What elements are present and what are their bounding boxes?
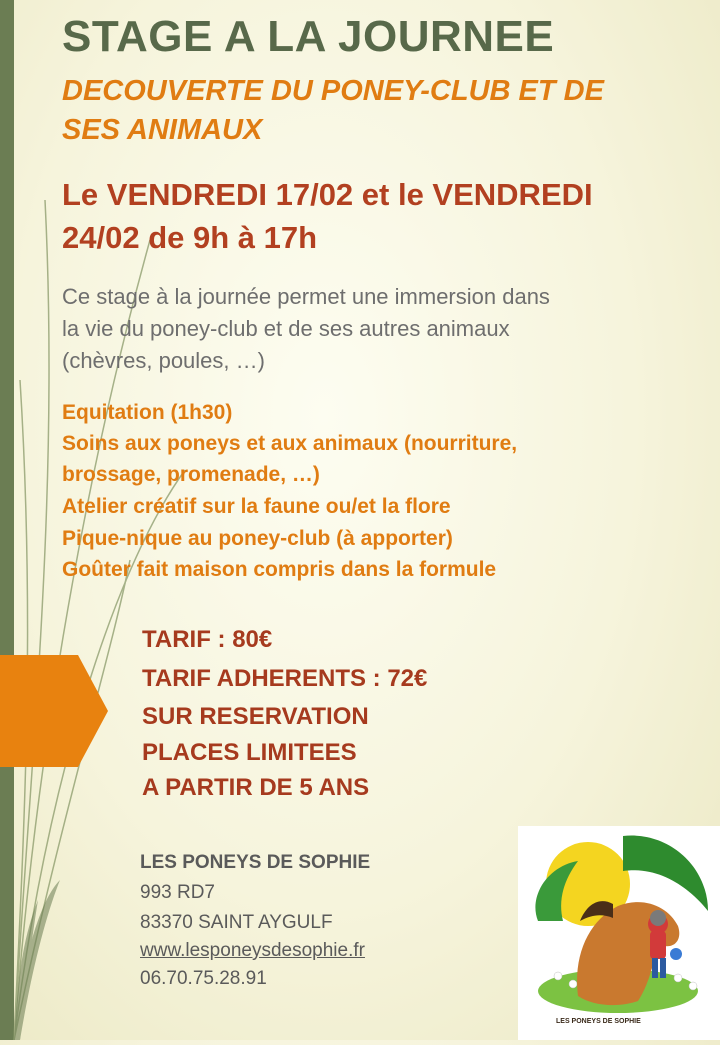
contact-address-line-2: 83370 SAINT AYGULF <box>140 912 333 933</box>
activity-item: Equitation (1h30) <box>62 401 233 424</box>
activity-item: Atelier créatif sur la faune ou/et la flore <box>62 495 451 518</box>
pony-logo-illustration <box>518 826 720 1040</box>
description-line-2: la vie du poney-club et de ses autres animaux <box>62 316 510 341</box>
club-logo <box>518 826 720 1040</box>
tarif-price: TARIF : 80€ <box>142 626 273 653</box>
contact-phone: 06.70.75.28.91 <box>140 968 267 989</box>
reservation-note: SUR RESERVATION <box>142 703 369 730</box>
logo-caption: LES PONEYS DE SOPHIE <box>556 1018 641 1025</box>
limited-places-note: PLACES LIMITEES <box>142 739 357 766</box>
description-line-3: (chèvres, poules, …) <box>62 348 265 373</box>
activity-item: Pique-nique au poney-club (à apporter) <box>62 527 453 550</box>
page-title: STAGE A LA JOURNEE <box>62 12 555 61</box>
orange-arrow-shape <box>0 655 108 767</box>
age-note: A PARTIR DE 5 ANS <box>142 774 370 801</box>
tarif-member-price: TARIF ADHERENTS : 72€ <box>142 665 428 692</box>
subtitle-line-1: DECOUVERTE DU PONEY-CLUB ET DE <box>62 75 604 107</box>
contact-address-line-1: 993 RD7 <box>140 882 215 903</box>
dates-line-1: Le VENDREDI 17/02 et le VENDREDI <box>62 177 593 212</box>
contact-name: LES PONEYS DE SOPHIE <box>140 852 371 873</box>
description-line-1: Ce stage à la journée permet une immersion dans <box>62 284 550 309</box>
website-link[interactable]: www.lesponeysdesophie.fr <box>140 940 365 961</box>
activity-item: brossage, promenade, …) <box>62 463 320 486</box>
activity-item: Goûter fait maison compris dans la formule <box>62 558 497 581</box>
subtitle-line-2: SES ANIMAUX <box>62 114 263 146</box>
dates-line-2: 24/02 de 9h à 17h <box>62 220 318 255</box>
activity-item: Soins aux poneys et aux animaux (nourriture, <box>62 432 518 455</box>
